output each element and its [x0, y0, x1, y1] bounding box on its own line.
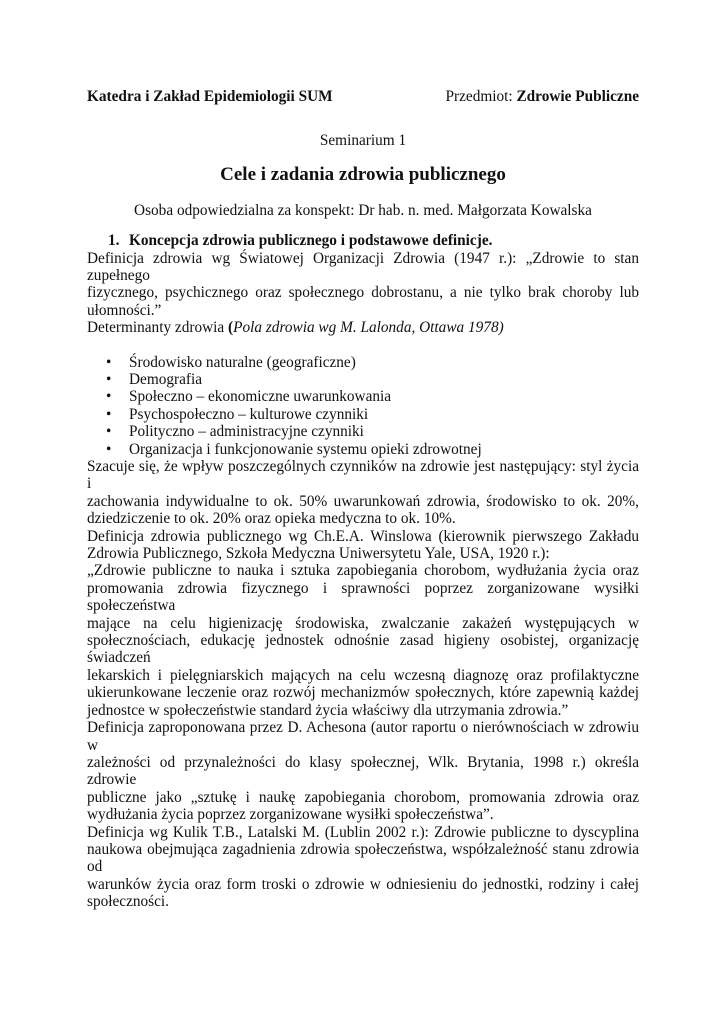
determinants-label: Determinanty zdrowia [87, 319, 229, 337]
text-line: ułomności.” [87, 301, 162, 319]
list-item-text: Środowisko naturalne (geograficzne) [129, 353, 356, 371]
subject-prefix: Przedmiot: [445, 88, 517, 105]
winslow-definition-paragraph [87, 528, 639, 719]
who-definition-paragraph [87, 250, 639, 320]
page-title: Cele i zadania zdrowia publicznego [220, 163, 506, 185]
subject-name: Zdrowie Publiczne [516, 88, 639, 105]
list-item-text: Społeczno – ekonomiczne uwarunkowania [129, 388, 392, 406]
section-heading [87, 232, 639, 249]
bullet-icon: • [106, 388, 112, 406]
list-item-text: Psychospołeczno – kulturowe czynniki [129, 405, 369, 423]
list-item-text: Polityczno – administracyjne czynniki [129, 423, 364, 441]
text-line: Szacuje się, że wpływ poszczególnych czynników na zdrowie jest następujący: styl życia i [87, 458, 639, 493]
text-line: zachowania indywidualne to ok. 50% uwarunkowań zdrowia, środowisko to ok. 20%, [87, 492, 639, 510]
text-line: jednostce w społeczeństwie standard życia właściwy dla utrzymania zdrowia.” [87, 701, 569, 719]
document-page [87, 88, 639, 911]
text-line: zależności od przynależności do klasy społecznej, Wlk. Brytania, 1998 r.) określa zdrowie [87, 753, 639, 789]
kulik-definition-paragraph [87, 824, 639, 911]
text-line: Zdrowia Publicznego, Szkoła Medyczna Uniwersytetu Yale, USA, 1920 r.): [87, 545, 550, 563]
department-name: Katedra i Zakład Epidemiologii SUM [87, 88, 333, 105]
bullet-icon: • [106, 423, 112, 441]
determinants-list [87, 354, 639, 458]
text-line: społecznościach, edukację jednostek odnośnie zasad higieny osobistej, organizację świadczeń [87, 632, 639, 667]
text-line: Definicja zdrowia publicznego wg Ch.E.A. Winslowa (kierownik pierwszego Zakładu [87, 527, 639, 545]
text-line: mające na celu higienizację środowiska, zwalczanie zakażeń występujących w [87, 614, 639, 632]
text-line: wydłużania życia poprzez zorganizowane wysiłki społeczeństwa”. [87, 806, 494, 824]
bullet-icon: • [106, 353, 112, 371]
acheson-definition-paragraph [87, 719, 639, 823]
bullet-icon: • [106, 440, 112, 458]
seminar-number: Seminarium 1 [319, 132, 407, 150]
list-item [87, 406, 639, 423]
determinants-heading [87, 319, 639, 336]
subject-label [446, 88, 639, 105]
list-item [87, 354, 639, 371]
list-item-text: Demografia [129, 371, 203, 389]
text-line: publiczne jako „sztukę i naukę zapobiegania chorobom, promowania zdrowia oraz [87, 788, 639, 806]
text-line: naukowa obejmująca zagadnienia zdrowia społeczeństwa, współzależność stanu zdrowia od [87, 840, 639, 876]
section-number: 1. [108, 232, 120, 250]
bullet-icon: • [106, 405, 112, 423]
text-line: Definicja wg Kulik T.B., Latalski M. (Lublin 2002 r.): Zdrowie publiczne to dyscyplina [87, 823, 639, 841]
text-line: dziedziczenie to ok. 20% oraz opieka medyczna to ok. 10%. [87, 510, 456, 528]
list-item [87, 423, 639, 440]
text-line: Definicja zaproponowana przez D. Achesona (autor raportu o nierównościach w zdrowiu w [87, 719, 639, 754]
author-line: Osoba odpowiedzialna za konspekt: Dr hab. n. med. Małgorzata Kowalska [134, 201, 592, 219]
impact-paragraph [87, 458, 639, 528]
text-line: Definicja zdrowia wg Światowej Organizacji Zdrowia (1947 r.): „Zdrowie to stan zupełnego [87, 249, 639, 285]
document-header [87, 88, 639, 105]
text-line: lekarskich i pielęgniarskich mających na celu wczesną diagnozę oraz profilaktyczne [87, 666, 639, 684]
section-title: Koncepcja zdrowia publicznego i podstawowe definicje. [129, 232, 493, 250]
text-line: społeczności. [87, 893, 169, 911]
text-line: promowania zdrowia fizycznego i sprawności poprzez zorganizowane wysiłki społeczeństwa [87, 579, 639, 615]
determinants-source: Pola zdrowia wg M. Lalonda, Ottawa 1978) [233, 319, 504, 337]
text-line: „Zdrowie publiczne to nauka i sztuka zapobiegania chorobom, wydłużania życia oraz [87, 562, 639, 580]
list-item [87, 441, 639, 458]
text-line: fizycznego, psychicznego oraz społecznego dobrostanu, a nie tylko brak choroby lub [87, 284, 639, 302]
determinants-paren: ( [228, 319, 234, 337]
list-item [87, 371, 639, 388]
list-item-text: Organizacja i funkcjonowanie systemu opieki zdrowotnej [129, 440, 482, 458]
bullet-icon: • [106, 371, 112, 389]
text-line: warunków życia oraz form troski o zdrowie w odniesieniu do jednostki, rodziny i całej [87, 875, 639, 893]
list-item [87, 388, 639, 405]
text-line: ukierunkowane leczenie oraz rozwój mechanizmów społecznych, które zapewnią każdej [87, 684, 639, 702]
